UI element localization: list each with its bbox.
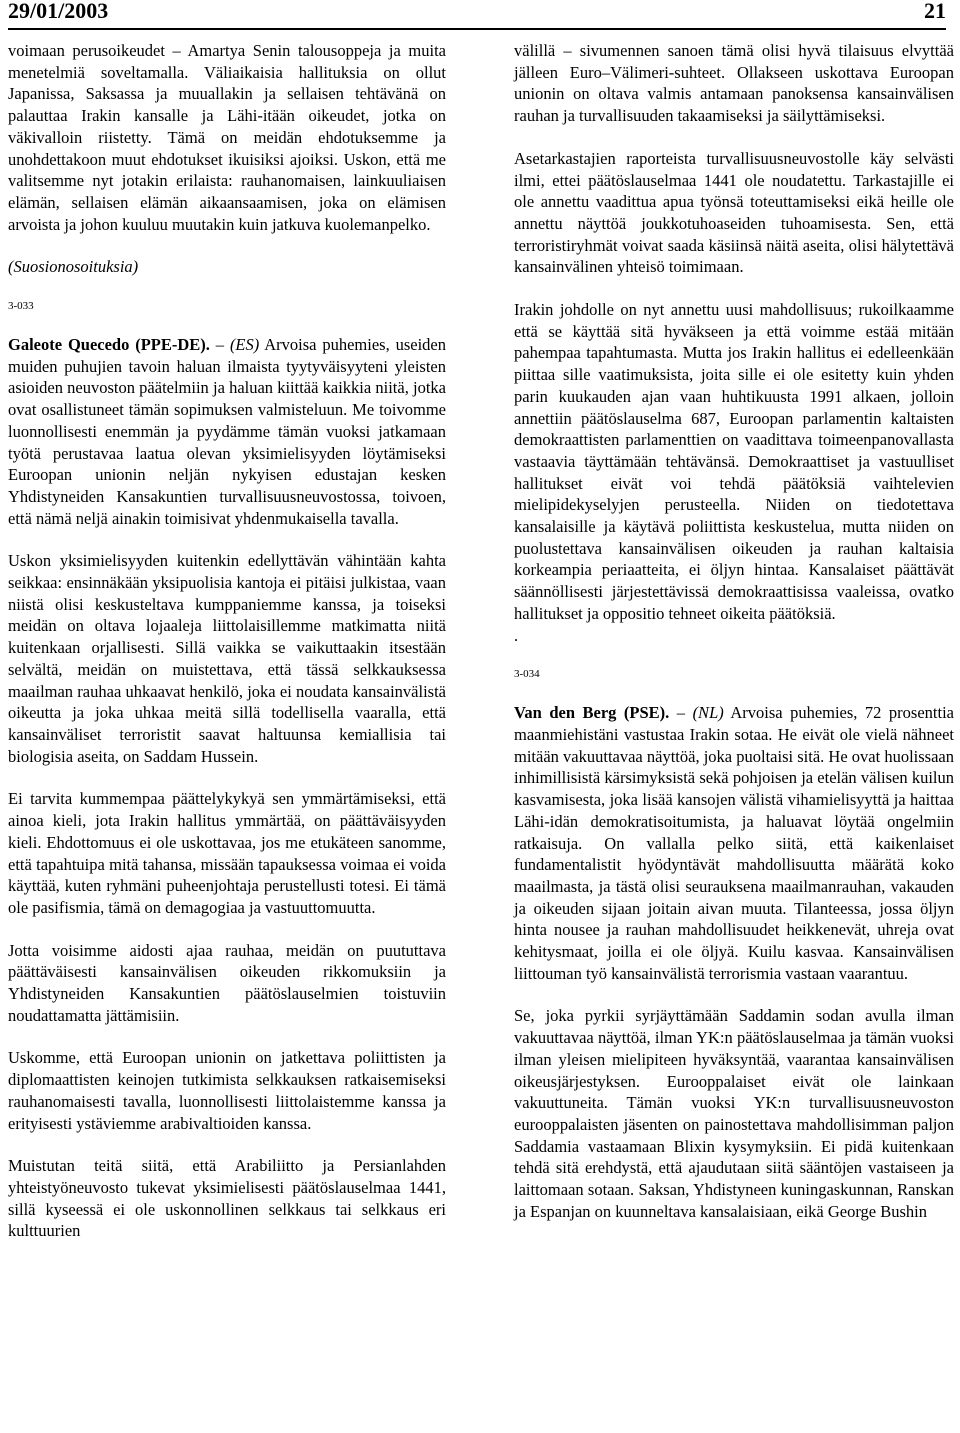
page-header [8,0,946,26]
applause-note: (Suosionosoituksia) [8,257,139,277]
speaker-name: Van den Berg (PSE). [514,703,670,723]
paragraph: Uskon yksimielisyyden kuitenkin edellyttävän vähintään kahta seikkaa: ensinnäkään yksipuolisia kantoja ei pitäisi julkistaa, vaan niistä olisi keskusteltava kumppaniemme kanssa, ja toiseksi meidän on oltava lojaaleja liittolaisillemme matkimatta niitä kuitenkaan orjallisesti. Sillä vaikka se vaikuttaakin itsestään selvältä, meidän on muistettava, että tässä selkkauksessa maailman rauhaa uhkaavat henkilö, joka ei noudata kansainvälistä oikeutta ja joka uhkaa meitä sillä todellisella vaaralla, että kansainväliset terroristit saavat haltuunsa kemiallisia tai biologisia aseita, on Saddam Hussein. [8,551,446,766]
language-code: (ES) [229,335,260,355]
header-rule [8,28,946,30]
dash: – [209,335,230,355]
right-column [514,40,954,1243]
paragraph: Jotta voisimme aidosti ajaa rauhaa, meidän on puututtava päättäväisesti kansainvälisen oikeuden rikkomuksiin ja Yhdistyneiden Kansakuntien päätöslauselmien toistuviin noudattamatta jättämisiin. [8,940,446,1025]
speech-paragraph [8,334,446,529]
paragraph: voimaan perusoikeudet – Amartya Senin talousoppeja ja muita menetelmiä soveltamalla. Väliaikaisia hallituksia on ollut Japanissa, Saksassa ja muuallakin ja sellaisen tehtävänä on palauttaa Irakin kansalle ja Lähi-itään oikeudet, jotka on väkivalloin riistetty. Tämä on meidän ehdotuksemme ja unohdettakoon muut ehdotukset ikuisiksi ajoiksi. Uskon, että me valitsemme nyt jotakin erilaista: rauhanomaisen, lainkuuliaisen elämän, sellaisen elämän aikaansaamisen, joka on elämisen arvoista ja johon kuuluu muutakin kuin jatkuva kuolemanpelko. [8,41,446,234]
dash: – [669,703,693,723]
paragraph: Asetarkastajien raporteista turvallisuusneuvostolle käy selvästi ilmi, ettei päätöslauselmaa 1441 ole noudatettu. Tarkastajille ei ole annettu vaadittua apua työnsä toteuttamiseksi eikä heille ole annettu näyttöä joukkotuhoaseiden tuhoamisesta. Sen, että terroristiryhmät voivat saada käsiinsä näitä aseita, olisi hälytettävä kansainvälinen yhteisö toimimaan. [514,148,954,277]
left-column [8,40,446,1263]
paragraph: Ei tarvita kummempaa päättelykykyä sen ymmärtämiseksi, että ainoa kieli, jota Irakin hallitus ymmärtää, on päättäväisyyden kieli. Ehdottomuus ei ole uskottavaa, jos me etukäteen sanomme, että tapahtuipa mitä tahansa, missään tapauksessa voimaa ei voida käyttää, kuten ryhmäni puheenjohtaja perustellusti totesi. Ei tämä ole pasifismia, tämä on demagogiaa ja vastuuttomuutta. [8,789,446,917]
speaker-name: Galeote Quecedo (PPE-DE). [8,335,210,355]
paragraph: Irakin johdolle on nyt annettu uusi mahdollisuus; rukoilkaamme että se käyttää sitä hyväkseen ja että voimme estää mitään pahempaa tapahtumasta. Mutta jos Irakin hallitus ei edelleenkään piittaa sille vaatimuksista, joita sille ei ole esitetty kuin yhden parin kuukauden ajan vaan huhtikuusta 1991 alkaen, jolloin annettiin päätöslauselma 687, Euroopan parlamentin kaltaisten demokraattisten parlamenttien on vaadittava toimeenpanovallasta vastaavia täyttämään tehtävänsä. Demokraattiset ja vastuulliset hallitukset eivät voi tehdä päätöksiä vaihtelevien mielipidekyselyjen perusteella. Niiden on tiedotettava kansalaisille ja käytävä poliittista keskustelua, mutta niiden on puolustettava kansainvälisen oikeuden ja rauhan kaltaisia korkeampia periaatteita, ei öljyn hintaa. Kansalaiset päättävät säännöllisesti järjestettävissä demokraattisissa vaaleissa, ovatko hallitukset ja oppositio tehneet oikeita päätöksiä. [514,300,954,623]
stray-dot: . [514,625,519,645]
speech-number: 3-034 [514,668,540,681]
speech-number: 3-033 [8,300,34,313]
speech-paragraph [514,702,954,984]
language-code: (NL) [692,703,724,723]
paragraph: välillä – sivumennen sanoen tämä olisi hyvä tilaisuus elvyttää jälleen Euro–Välimeri-suhteet. Ollakseen uskottava Euroopan unionin on oltava valmis antamaan panoksensa kansainvälisen rauhan ja turvallisuuden takaamiseksi ja säilyttämiseksi. [514,41,954,126]
paragraph: Muistutan teitä siitä, että Arabiliitto ja Persianlahden yhteistyöneuvosto tukevat yksimielisesti päätöslauselmaa 1441, sillä kyseessä ei ole uskonnollinen selkkaus tai selkkaus eri kulttuurien [8,1156,446,1241]
paragraph: Se, joka pyrkii syrjäyttämään Saddamin sodan avulla ilman vakuuttavaa näyttöä, ilman YK:n päätöslauselmaa ja tämän vuoksi ilman yleisen mielipiteen hyväksyntää, vaarantaa kansainvälisen oikeusjärjestyksen. Eurooppalaiset eivät ole lainkaan vakuuttuneita. Tämän vuoksi YK:n turvallisuusneuvoston eurooppalaisten jäsenten on painostettava mahdollisimman paljon Saddamia vastaamaan Blixin kysymyksiin. Ei pidä kuitenkaan tehdä sitä erehdystä, että ajaudutaan siitä sääntöjen vastaiseen ja laittomaan sotaan. Saksan, Yhdistyneen kuningaskunnan, Ranskan ja Espanjan on kuunneltava kansalaisiaan, eikä George Bushin [514,1006,954,1221]
speech-text: Arvoisa puhemies, useiden muiden puhujien tavoin haluan ilmaista tyytyväisyyteni yleisten asioiden neuvoston päätelmiin ja haluan kiittää kaikkia niitä, jotka ovat osallistuneet tämän sopimuksen valmisteluun. Me toivomme luonnollisesti enemmän ja pyydämme tämän vuoksi jatkamaan työtä perustavaa laatua olevan yksimielisyyden löytämiseksi Euroopan unionin neljän nykyisen edustajan kesken Yhdistyneiden Kansakuntien turvallisuusneuvostossa, toivoen, että nämä neljä ainakin toimisivat yhdenmukaisella tavalla. [8,335,446,528]
speech-text: Arvoisa puhemies, 72 prosenttia maanmiehistäni vastustaa Irakin sotaa. He eivät ole vielä nähneet mitään vakuuttavaa näyttöä, joka puoltaisi sitä. He ovat huolissaan inhimillisistä kärsimyksistä sekä pohjoisen ja etelän välisen kuilun kasvamisesta, joka lisää kansojen välistä vihamielisyyttä ja haittaa Lähi-idän demokratisoitumista, ja haluavat löytää ongelmiin ratkaisuja. On vallalla pelko siitä, että kaikenlaiset fundamentalistit hyödyntävät mahdollisuutta määrätä koko maailmasta, ja tästä olisi seurauksena maailmanrauhan, vakauden ja oikeuden sijaan joitain aivan muuta. Tilanteessa, jossa öljyn hinta nousee ja rauhan mahdollisuudet heikkenevät, uhreja ovat kehitysmaat, joilla ei ole öljyä. Kuilu kasvaa. Kansainvälisen liittouman työ kansainvälistä terrorismia vastaan vaarantuu. [514,703,954,983]
header-date: 29/01/2003 [8,0,109,23]
page-number: 21 [924,0,946,23]
paragraph: Uskomme, että Euroopan unionin on jatkettava poliittisten ja diplomaattisten keinojen tutkimista selkkauksen ratkaisemiseksi rauhanomaisesti tavalla, luonnollisesti liittolaistemme kanssa ja erityisesti ystäviemme arabivaltioiden kanssa. [8,1048,446,1133]
